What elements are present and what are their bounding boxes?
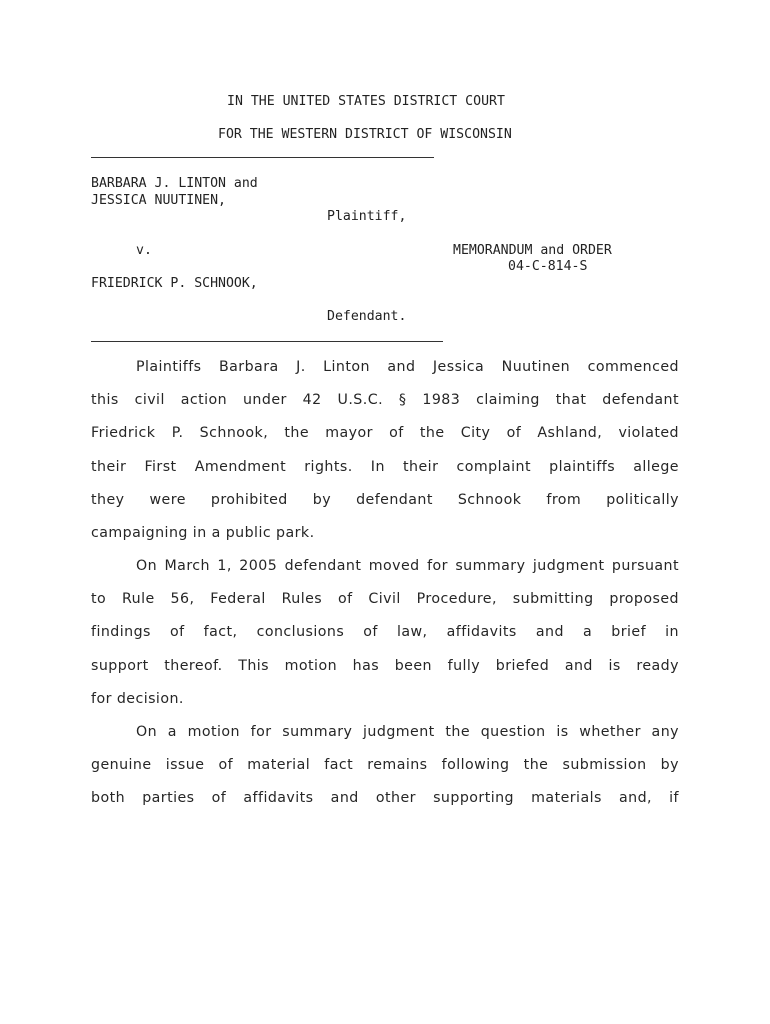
paragraph-line: findings of fact, conclusions of law, affidavits and a brief in: [91, 624, 679, 641]
caption-bottom-rule: [91, 341, 443, 342]
defendant-name: FRIEDRICK P. SCHNOOK,: [91, 276, 258, 291]
paragraph-line: genuine issue of material fact remains following the submission by: [91, 757, 679, 774]
court-name-line-1: IN THE UNITED STATES DISTRICT COURT: [227, 94, 505, 109]
paragraph-line: campaigning in a public park.: [91, 524, 315, 541]
plaintiff-names-line-1: BARBARA J. LINTON and: [91, 176, 258, 191]
paragraph-line: their First Amendment rights. In their complaint plaintiffs allege: [91, 458, 679, 475]
plaintiff-names-line-2: JESSICA NUUTINEN,: [91, 193, 226, 208]
paragraph-line: this civil action under 42 U.S.C. § 1983 claiming that defendant: [91, 392, 679, 409]
paragraph-line: Plaintiffs Barbara J. Linton and Jessica Nuutinen commenced: [136, 359, 679, 375]
paragraph-line: On March 1, 2005 defendant moved for summary judgment pursuant: [136, 558, 679, 574]
paragraph-line: both parties of affidavits and other supporting materials and, if: [91, 790, 679, 807]
document-type: MEMORANDUM and ORDER: [453, 243, 612, 258]
paragraph-line: to Rule 56, Federal Rules of Civil Procedure, submitting proposed: [91, 591, 679, 608]
body-paragraph-3: [91, 724, 679, 824]
body-paragraph-2: [91, 558, 679, 724]
paragraph-line: On a motion for summary judgment the question is whether any: [136, 724, 679, 740]
paragraph-line: for decision.: [91, 690, 184, 707]
court-name-line-2: FOR THE WESTERN DISTRICT OF WISCONSIN: [218, 127, 512, 142]
plaintiff-label: Plaintiff,: [327, 209, 407, 224]
paragraph-line: Friedrick P. Schnook, the mayor of the City of Ashland, violated: [91, 425, 679, 442]
body-paragraph-1: [91, 359, 679, 558]
paragraph-line: they were prohibited by defendant Schnook from politically: [91, 491, 679, 508]
caption-top-rule: [91, 157, 434, 158]
versus-label: v.: [136, 243, 152, 258]
paragraph-line: support thereof. This motion has been fully briefed and is ready: [91, 657, 679, 674]
case-number: 04-C-814-S: [508, 259, 588, 274]
defendant-label: Defendant.: [327, 309, 407, 324]
